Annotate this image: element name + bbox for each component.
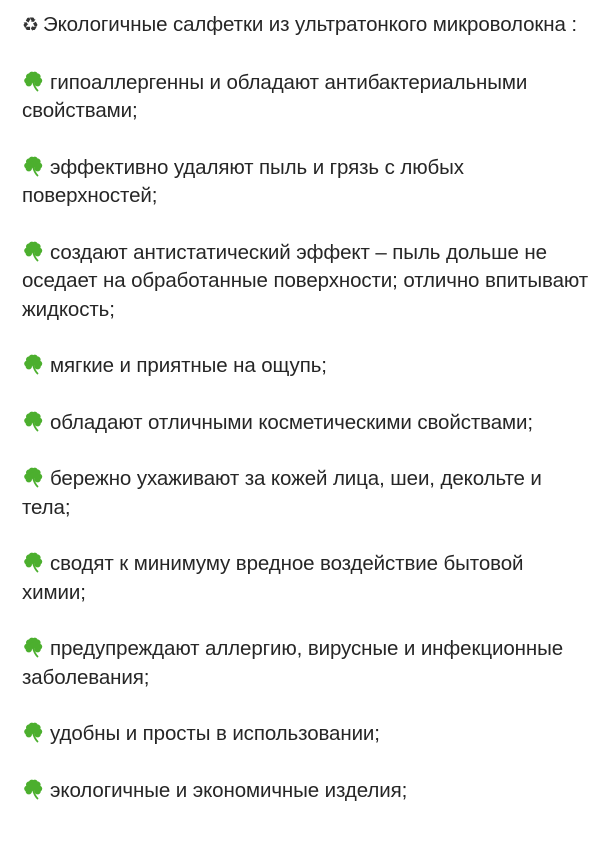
- four-leaf-clover-icon: [22, 636, 44, 658]
- intro-paragraph: [22, 11, 590, 40]
- post-text: [22, 11, 590, 833]
- list-item: [22, 352, 590, 381]
- list-item-text: предупреждают аллергию, вирусные и инфекционные заболевания;: [22, 637, 564, 689]
- list-item: [22, 409, 590, 438]
- list-item: [22, 720, 590, 749]
- four-leaf-clover-icon: [22, 353, 44, 375]
- list-item: [22, 239, 590, 325]
- four-leaf-clover-icon: [22, 70, 44, 92]
- list-item: [22, 635, 590, 692]
- list-item-text: экологичные и экономичные изделия;: [50, 778, 408, 802]
- list-item: [22, 777, 590, 806]
- list-item-text: эффективно удаляют пыль и грязь с любых поверхностей;: [22, 155, 464, 207]
- list-item-text: создают антистатический эффект – пыль дольше не оседает на обработанные поверхности; отлично впитывают жидкость;: [22, 240, 588, 321]
- four-leaf-clover-icon: [22, 155, 44, 177]
- list-item-text: обладают отличными косметическими свойствами;: [50, 410, 533, 434]
- list-item-text: бережно ухаживают за кожей лица, шеи, декольте и тела;: [22, 467, 542, 519]
- four-leaf-clover-icon: [22, 778, 44, 800]
- list-item-text: мягкие и приятные на ощупь;: [50, 354, 327, 377]
- four-leaf-clover-icon: [22, 721, 44, 743]
- list-item: [22, 550, 590, 607]
- four-leaf-clover-icon: [22, 410, 44, 432]
- four-leaf-clover-icon: [22, 466, 44, 488]
- recycle-icon: ♻: [22, 14, 39, 36]
- intro-text: Экологичные салфетки из ультратонкого микроволокна :: [42, 13, 578, 36]
- list-item-text: удобны и просты в использовании;: [50, 722, 380, 745]
- list-item: [22, 154, 590, 211]
- list-item: [22, 69, 590, 126]
- four-leaf-clover-icon: [22, 240, 44, 262]
- list-item-text: сводят к минимуму вредное воздействие бытовой химии;: [22, 552, 524, 604]
- list-item-text: гипоаллергенны и обладают антибактериальными свойствами;: [22, 70, 528, 122]
- four-leaf-clover-icon: [22, 551, 44, 573]
- list-item: [22, 465, 590, 522]
